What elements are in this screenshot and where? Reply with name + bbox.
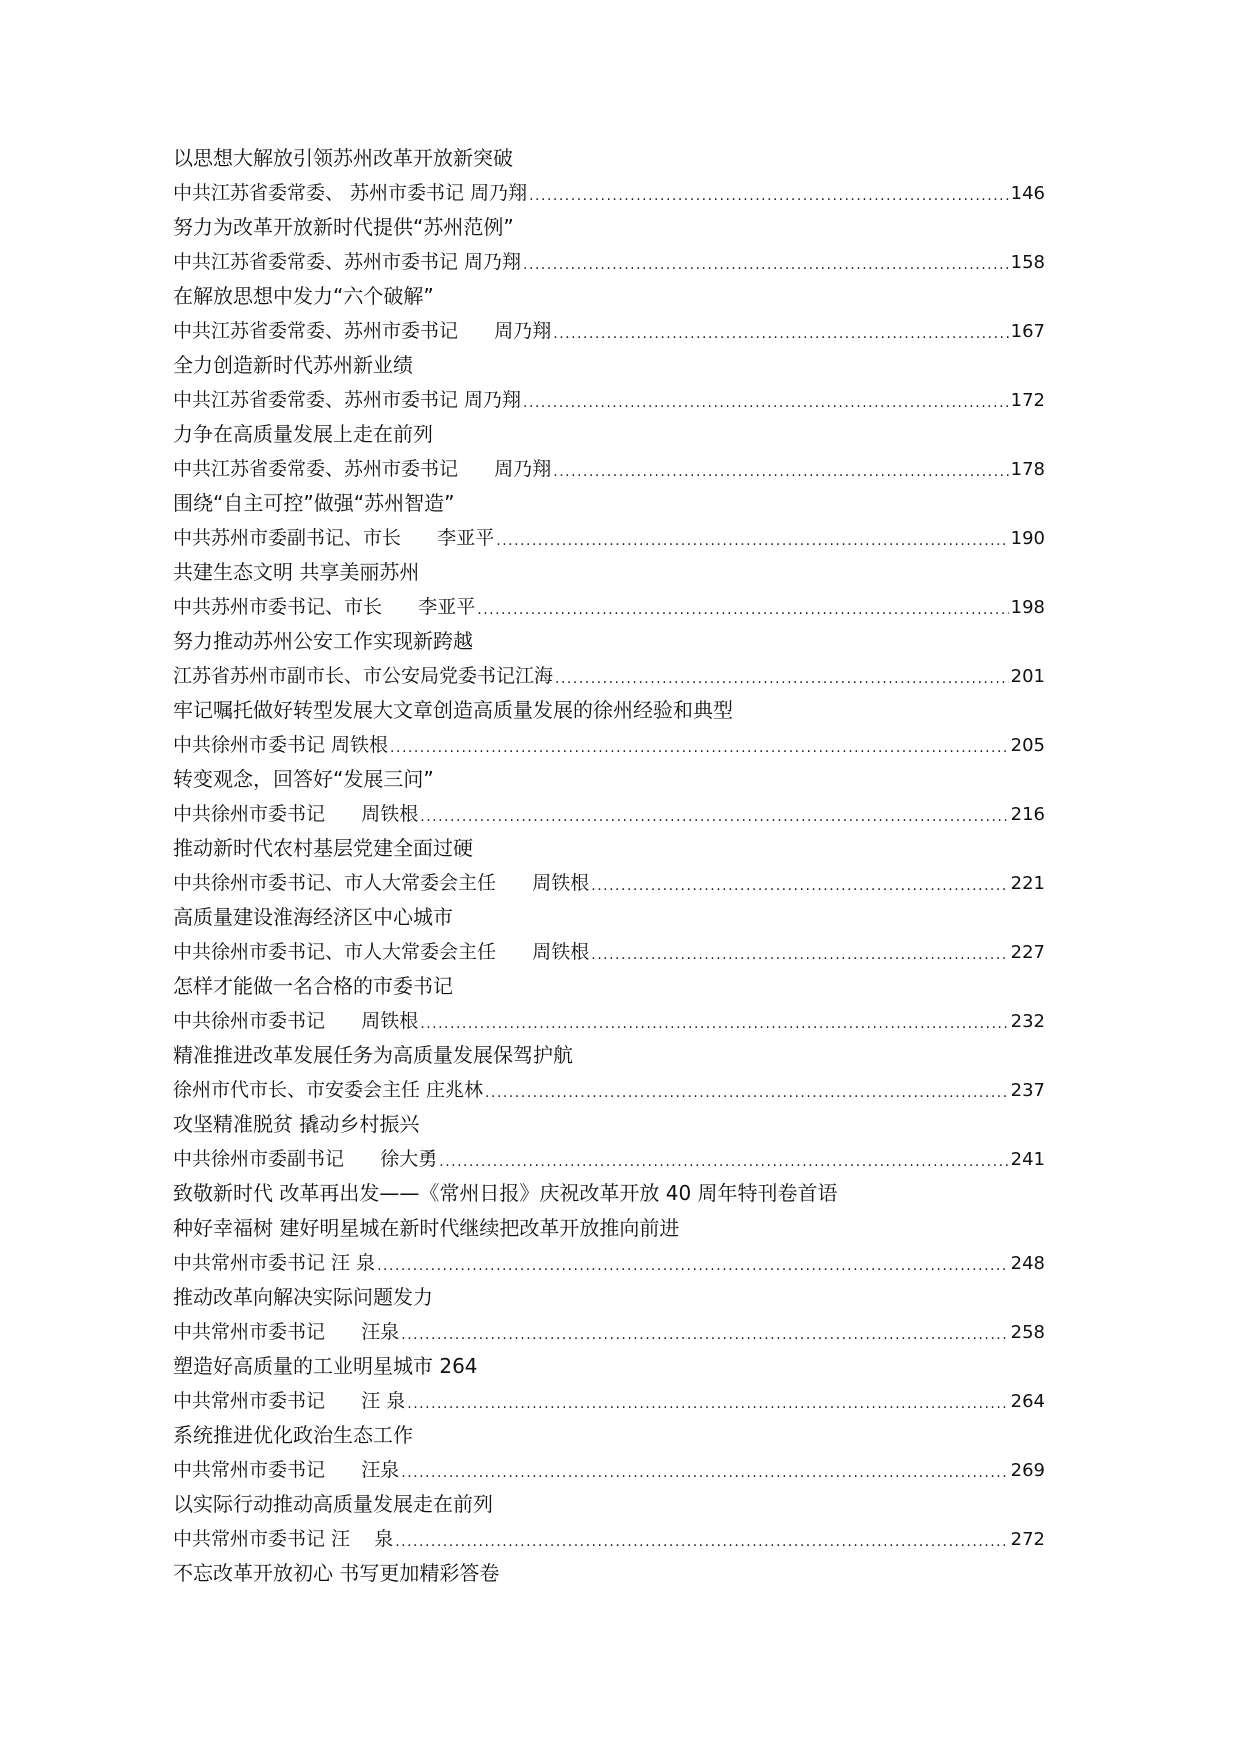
dot-leader <box>591 876 1008 896</box>
dot-leader <box>591 945 1008 965</box>
toc-entry-byline <box>173 663 1045 689</box>
dot-leader <box>395 1532 1008 1552</box>
toc-entry <box>173 1422 1045 1483</box>
toc-entry-author: 中共苏州市委书记、市长 李亚平 <box>173 596 476 618</box>
toc-entry-page-number[interactable]: 158 <box>1010 252 1045 273</box>
toc-entry <box>173 1353 1045 1414</box>
toc-entry-author: 中共江苏省委常委、苏州市委书记 周乃翔 <box>173 389 522 411</box>
dot-leader <box>529 186 1009 206</box>
toc-entry <box>173 973 1045 1034</box>
toc-entry <box>173 145 1045 206</box>
toc-entry <box>173 1042 1045 1103</box>
toc-entry-page-number[interactable]: 232 <box>1010 1011 1045 1032</box>
dot-leader <box>553 324 1008 344</box>
toc-entry <box>173 835 1045 896</box>
toc-entry-author: 中共江苏省委常委、苏州市委书记 周乃翔 <box>173 251 522 273</box>
toc-entry-page-number[interactable]: 205 <box>1010 735 1045 756</box>
toc-entry-byline <box>173 1146 1045 1172</box>
dot-leader <box>496 531 1008 551</box>
toc-entry-title[interactable]: 高质量建设淮海经济区中心城市 <box>173 905 453 929</box>
toc-entry-byline <box>173 1319 1045 1345</box>
toc-entry-page-number[interactable]: 167 <box>1010 321 1045 342</box>
toc-entry-byline <box>173 180 1045 206</box>
toc-entry-title[interactable]: 牢记嘱托做好转型发展大文章创造高质量发展的徐州经验和典型 <box>173 698 733 722</box>
toc-entry <box>173 490 1045 551</box>
toc-entry-title[interactable]: 系统推进优化政治生态工作 <box>173 1423 413 1447</box>
toc-entry-page-number[interactable]: 241 <box>1010 1149 1045 1170</box>
toc-entry-page-number[interactable]: 198 <box>1010 597 1045 618</box>
toc-entry-byline <box>173 732 1045 758</box>
toc-entry <box>173 214 1045 275</box>
toc-entry-author: 中共常州市委书记 汪 泉 <box>173 1390 406 1412</box>
dot-leader <box>553 462 1008 482</box>
dot-leader <box>523 255 1009 275</box>
toc-entry <box>173 283 1045 344</box>
toc-entry-title[interactable]: 不忘改革开放初心 书写更加精彩答卷 <box>173 1561 500 1585</box>
toc-entry-title[interactable]: 力争在高质量发展上走在前列 <box>173 422 433 446</box>
dot-leader <box>477 600 1008 620</box>
toc-entry-author: 中共常州市委书记 汪泉 <box>173 1459 400 1481</box>
toc-entry-title[interactable]: 致敬新时代 改革再出发——《常州日报》庆祝改革开放 40 周年特刊卷首语 <box>173 1181 838 1205</box>
toc-entry-title[interactable]: 在解放思想中发力“六个破解” <box>173 284 434 308</box>
toc-entry <box>173 1284 1045 1345</box>
dot-leader <box>555 669 1009 689</box>
toc-entry-author: 江苏省苏州市副市长、市公安局党委书记江海 <box>173 665 554 687</box>
toc-entry-page-number[interactable]: 258 <box>1010 1322 1045 1343</box>
toc-entry-page-number[interactable]: 190 <box>1010 528 1045 549</box>
toc-entry-page-number[interactable]: 201 <box>1010 666 1045 687</box>
toc-entry <box>173 1111 1045 1172</box>
toc-entry-title[interactable]: 攻坚精准脱贫 撬动乡村振兴 <box>173 1112 420 1136</box>
toc-entry-title[interactable]: 塑造好高质量的工业明星城市 264 <box>173 1354 478 1378</box>
toc-entry <box>173 1560 1045 1586</box>
toc-entry-title[interactable]: 努力推动苏州公安工作实现新跨越 <box>173 629 473 653</box>
toc-entry-byline <box>173 939 1045 965</box>
dot-leader <box>377 1256 1009 1276</box>
toc-entry <box>173 559 1045 620</box>
toc-entry-title[interactable]: 推动新时代农村基层党建全面过硬 <box>173 836 473 860</box>
toc-entry-page-number[interactable]: 221 <box>1010 873 1045 894</box>
dot-leader <box>439 1152 1008 1172</box>
toc-entry-page-number[interactable]: 269 <box>1010 1460 1045 1481</box>
toc-entry-byline <box>173 1388 1045 1414</box>
toc-entry-byline <box>173 1526 1045 1552</box>
toc-entry-author: 中共徐州市委书记 周铁根 <box>173 1010 419 1032</box>
toc-entry-author: 中共常州市委书记 汪 泉 <box>173 1528 394 1550</box>
toc-entry-author: 徐州市代市长、市安委会主任 庄兆林 <box>173 1079 484 1101</box>
toc-entry-author: 中共苏州市委副书记、市长 李亚平 <box>173 527 495 549</box>
toc-entry-title[interactable]: 推动改革向解决实际问题发力 <box>173 1285 433 1309</box>
toc-entry-title[interactable]: 怎样才能做一名合格的市委书记 <box>173 974 453 998</box>
toc-entry-page-number[interactable]: 216 <box>1010 804 1045 825</box>
toc-entry-author: 中共徐州市委书记 周铁根 <box>173 803 419 825</box>
toc-entry-byline <box>173 1077 1045 1103</box>
toc-entry-page-number[interactable]: 264 <box>1010 1391 1045 1412</box>
toc-entry-title[interactable]: 转变观念，回答好“发展三问” <box>173 767 434 791</box>
dot-leader <box>485 1083 1009 1103</box>
toc-entry-byline <box>173 1457 1045 1483</box>
toc-entry-author: 中共江苏省委常委、苏州市委书记 周乃翔 <box>173 458 552 480</box>
toc-entry-author: 中共徐州市委副书记 徐大勇 <box>173 1148 438 1170</box>
toc-entry-author: 中共常州市委书记 汪泉 <box>173 1321 400 1343</box>
toc-entry-byline <box>173 1008 1045 1034</box>
toc-entry <box>173 766 1045 827</box>
toc-entry-author: 中共徐州市委书记、市人大常委会主任 周铁根 <box>173 941 590 963</box>
toc-entry-title[interactable]: 围绕“自主可控”做强“苏州智造” <box>173 491 455 515</box>
toc-entry-byline <box>173 318 1045 344</box>
table-of-contents <box>173 145 1045 1595</box>
toc-entry-page-number[interactable]: 146 <box>1010 183 1045 204</box>
dot-leader <box>401 1325 1008 1345</box>
toc-entry-byline <box>173 387 1045 413</box>
toc-entry-title[interactable]: 以思想大解放引领苏州改革开放新突破 <box>173 146 513 170</box>
toc-entry <box>173 628 1045 689</box>
toc-entry <box>173 352 1045 413</box>
toc-entry-title[interactable]: 共建生态文明 共享美丽苏州 <box>173 560 420 584</box>
toc-entry-byline <box>173 456 1045 482</box>
dot-leader <box>420 807 1008 827</box>
dot-leader <box>420 1014 1008 1034</box>
toc-entry-author: 中共徐州市委书记 周铁根 <box>173 734 389 756</box>
toc-entry-page-number[interactable]: 272 <box>1010 1529 1045 1550</box>
toc-entry-title[interactable]: 精准推进改革发展任务为高质量发展保驾护航 <box>173 1043 573 1067</box>
toc-entry-author: 中共江苏省委常委、 苏州市委书记 周乃翔 <box>173 182 528 204</box>
toc-entry-title[interactable]: 全力创造新时代苏州新业绩 <box>173 353 413 377</box>
toc-entry-author: 中共徐州市委书记、市人大常委会主任 周铁根 <box>173 872 590 894</box>
toc-entry-author: 中共江苏省委常委、苏州市委书记 周乃翔 <box>173 320 552 342</box>
toc-entry <box>173 904 1045 965</box>
toc-entry-page-number[interactable]: 178 <box>1010 459 1045 480</box>
toc-entry <box>173 421 1045 482</box>
toc-entry-title[interactable]: 以实际行动推动高质量发展走在前列 <box>173 1492 493 1516</box>
dot-leader <box>401 1463 1008 1483</box>
toc-entry-byline <box>173 525 1045 551</box>
toc-entry-title[interactable]: 努力为改革开放新时代提供“苏州范例” <box>173 215 514 239</box>
toc-entry-byline <box>173 249 1045 275</box>
dot-leader <box>407 1394 1008 1414</box>
toc-entry <box>173 697 1045 758</box>
dot-leader <box>390 738 1009 758</box>
toc-entry-page-number[interactable]: 248 <box>1010 1253 1045 1274</box>
toc-entry <box>173 1491 1045 1552</box>
toc-entry-author: 中共常州市委书记 汪 泉 <box>173 1252 376 1274</box>
toc-entry-title[interactable]: 种好幸福树 建好明星城在新时代继续把改革开放推向前进 <box>173 1216 680 1240</box>
toc-entry <box>173 1180 1045 1276</box>
toc-entry-page-number[interactable]: 172 <box>1010 390 1045 411</box>
toc-entry-page-number[interactable]: 237 <box>1010 1080 1045 1101</box>
toc-entry-page-number[interactable]: 227 <box>1010 942 1045 963</box>
dot-leader <box>523 393 1009 413</box>
toc-entry-byline <box>173 870 1045 896</box>
toc-entry-byline <box>173 594 1045 620</box>
toc-entry-byline <box>173 801 1045 827</box>
toc-entry-byline <box>173 1250 1045 1276</box>
